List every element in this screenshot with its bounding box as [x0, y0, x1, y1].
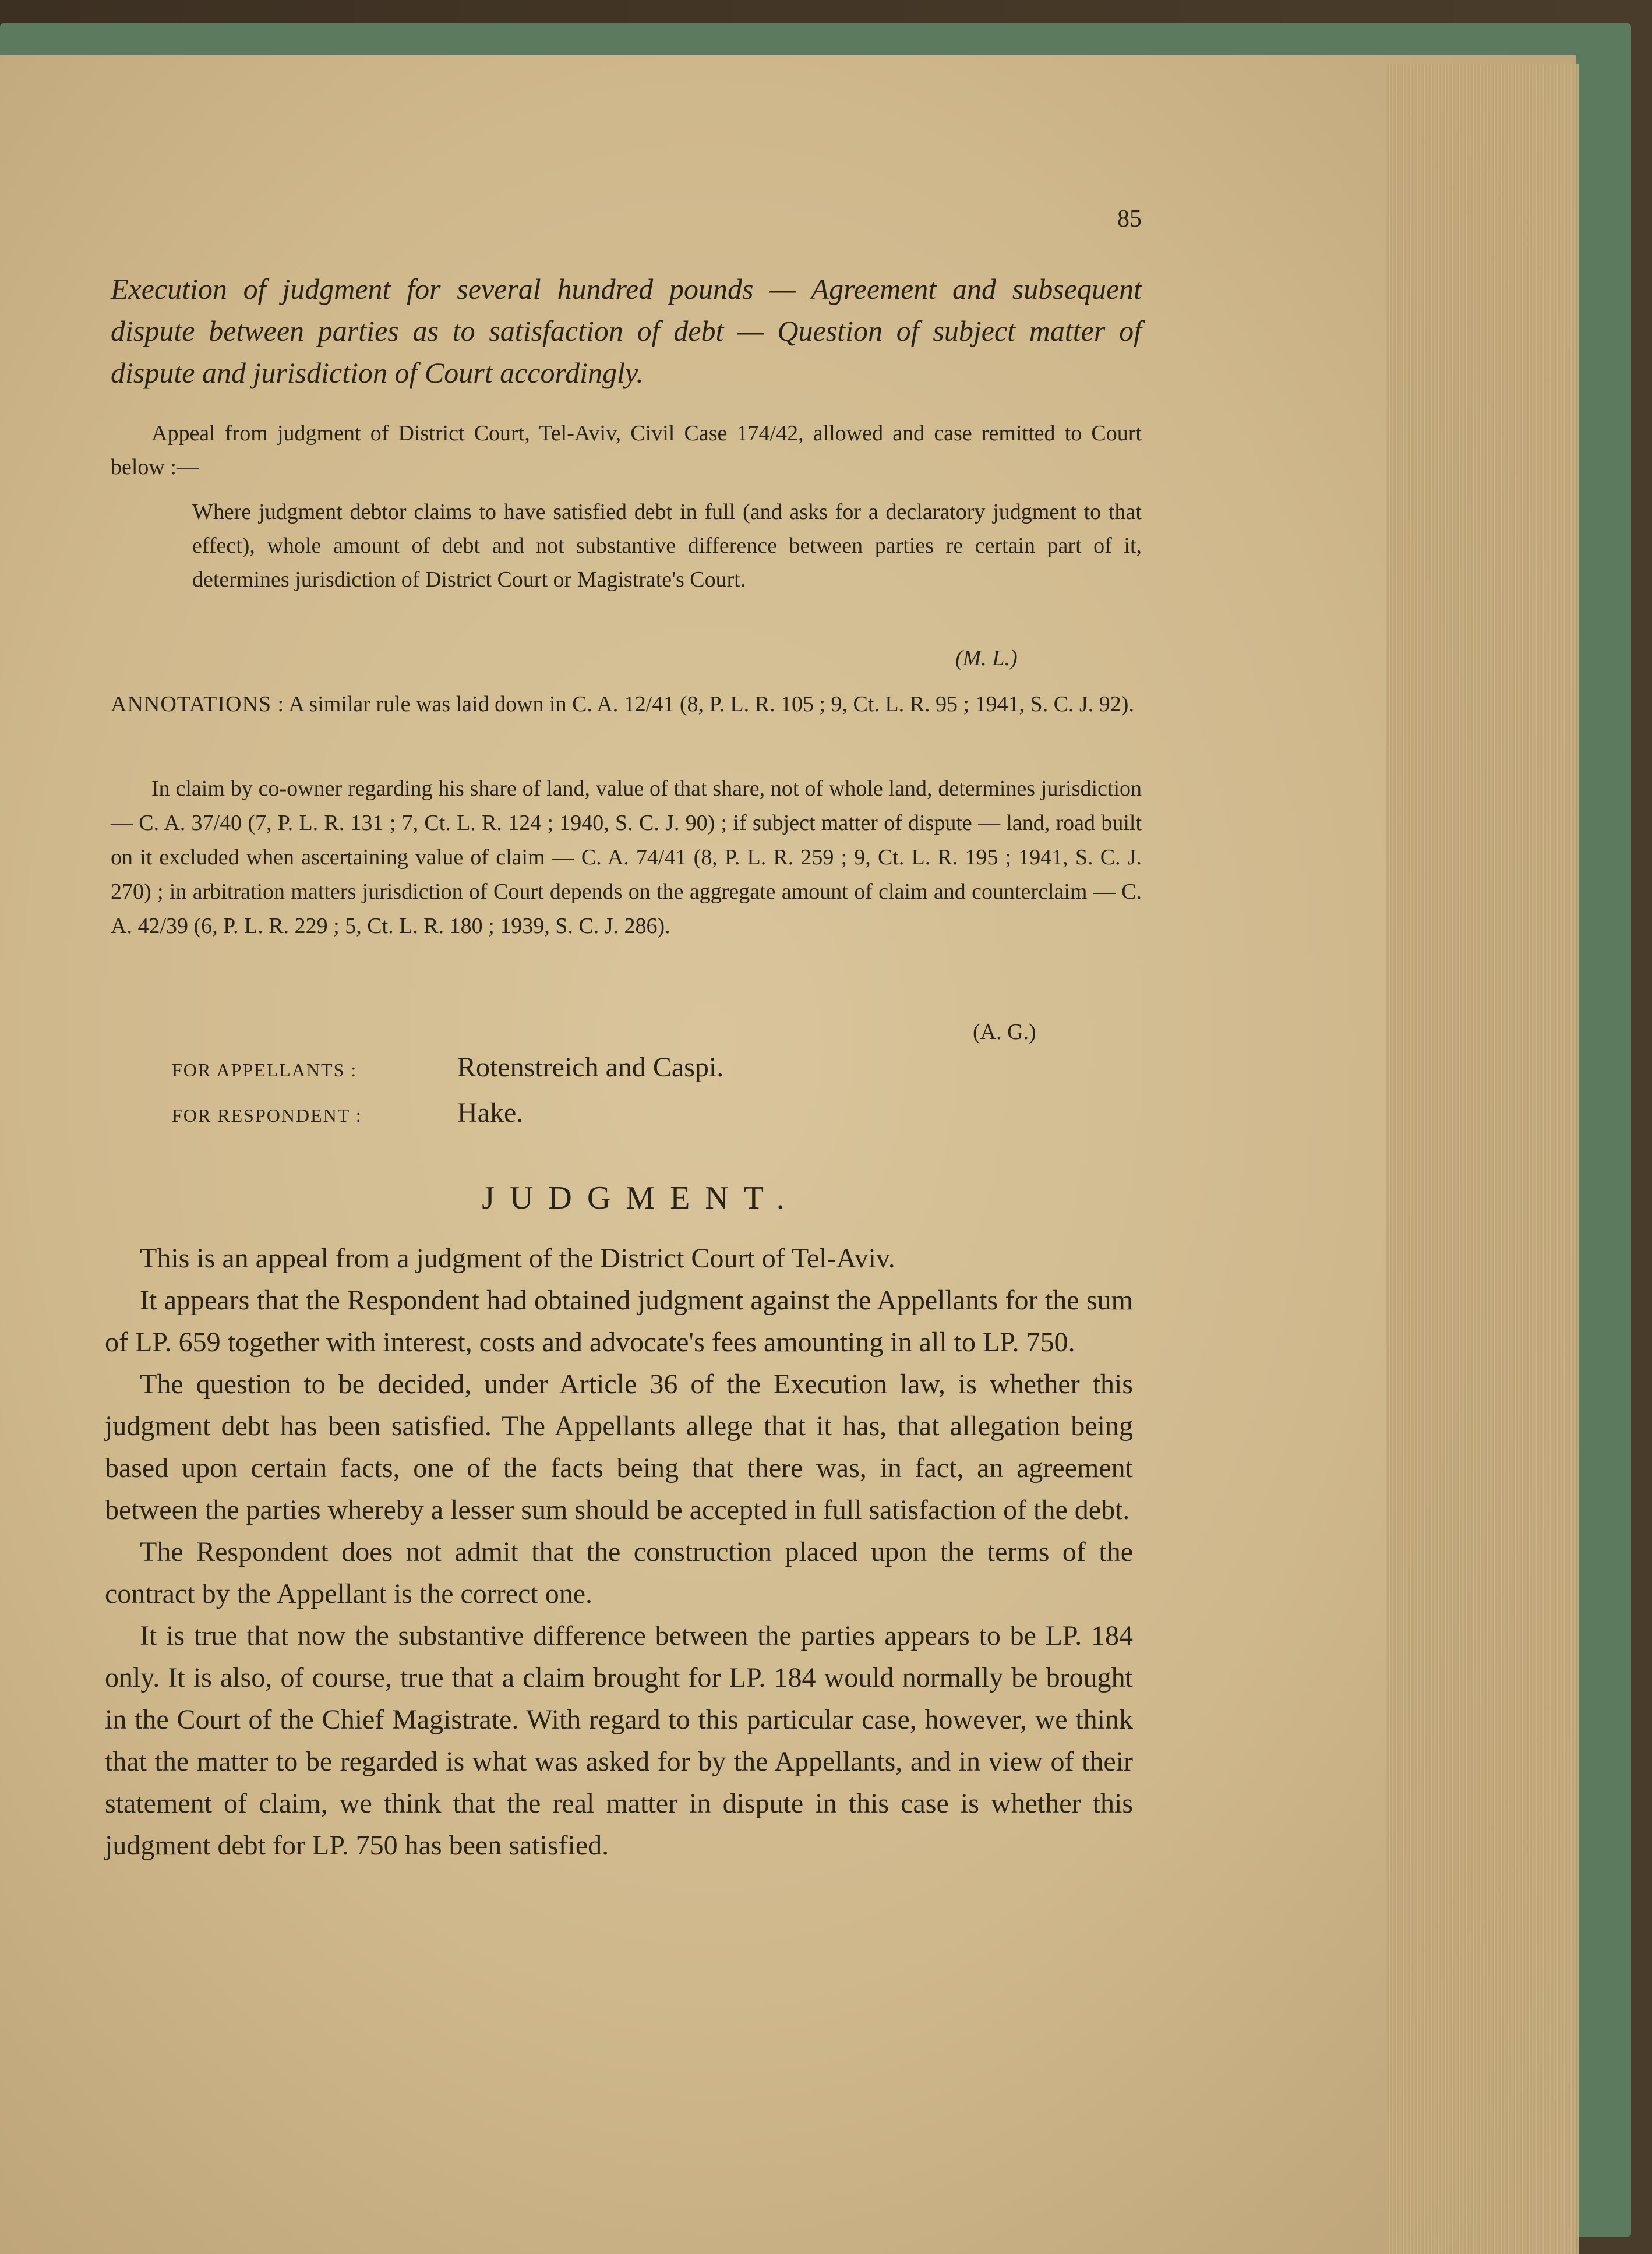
ruling-initials: (M. L.) [955, 646, 1018, 670]
paragraph: The question to be decided, under Article 36 of the Execution law, is whether this judgment debt has been satisfied. The Appellants allege that it has, that allegation being based upon certain facts, one of the facts being that there was, in fact, an agreement between the parties whereby a lesser sum should be accepted in full satisfaction of the debt. [105, 1369, 1133, 1525]
counsel-appellants [172, 1051, 871, 1092]
annotations-block [111, 687, 1142, 721]
headnote: Execution of judgment for several hundred pounds — Agreement and subsequent dispute between parties as to satisfaction of debt — Question of subject matter of dispute and jurisdiction of Court accordingly. [111, 273, 1142, 389]
claims-initials: (A. G.) [973, 1020, 1036, 1044]
judgment-heading: JUDGMENT. [482, 1180, 800, 1216]
annotations-label: ANNOTATIONS : [111, 692, 285, 716]
paragraph: The Respondent does not admit that the construction placed upon the terms of the contract by the Appellant is the correct one. [105, 1536, 1133, 1609]
page-edge-stack [1386, 64, 1579, 2254]
counsel-respondent [172, 1097, 871, 1137]
respondent-label: FOR RESPONDENT : [172, 1105, 362, 1126]
annotations-text: A similar rule was laid down in C. A. 12/41 (8, P. L. R. 105 ; 9, Ct. L. R. 95 ; 1941, S. C. J. 92). [288, 692, 1134, 716]
ruling-summary: Where judgment debtor claims to have satisfied debt in full (and asks for a declaratory judgment to that effect), whole amount of debt and not substantive difference between parties re certain part of it, determines jurisdiction of District Court or Magistrate's Court. [192, 500, 1142, 592]
appellants-name: Rotenstreich and Caspi. [457, 1052, 724, 1083]
appeal-summary: Appeal from judgment of District Court, Tel-Aviv, Civil Case 174/42, allowed and case remitted to Court below :— [111, 421, 1142, 479]
judgment-body [105, 1238, 1133, 1867]
paragraph: It is true that now the substantive difference between the parties appears to be LP. 184 only. It is also, of course, true that a claim brought for LP. 184 would normally be brought in the Court of the Chief Magistrate. With regard to this particular case, however, we think that the matter to be regarded is what was asked for by the Appellants, and in view of their statement of claim, we think that the real matter in dispute in this case is whether this judgment debt for LP. 750 has been satisfied. [105, 1620, 1133, 1861]
paragraph: It appears that the Respondent had obtained judgment against the Appellants for the sum of LP. 659 together with interest, costs and advocate's fees amounting in all to LP. 750. [105, 1285, 1133, 1358]
respondent-name: Hake. [457, 1097, 524, 1128]
page-number: 85 [1117, 206, 1142, 232]
claims-annotation: In claim by co-owner regarding his share of land, value of that share, not of whole land, determines jurisdiction — C. A. 37/40 (7, P. L. R. 131 ; 7, Ct. L. R. 124 ; 1940, S. C. J. 90) ; if subject matter of dispute — land, road built on it excluded when ascertaining value of claim — C. A. 74/41 (8, P. L. R. 259 ; 9, Ct. L. R. 195 ; 1941, S. C. J. 270) ; in arbitration matters jurisdiction of Court depends on the aggregate amount of claim and counterclaim — C. A. 42/39 (6, P. L. R. 229 ; 5, Ct. L. R. 180 ; 1939, S. C. J. 286). [111, 776, 1142, 938]
appellants-label: FOR APPELLANTS : [172, 1059, 358, 1080]
paragraph: This is an appeal from a judgment of the District Court of Tel-Aviv. [140, 1243, 895, 1274]
